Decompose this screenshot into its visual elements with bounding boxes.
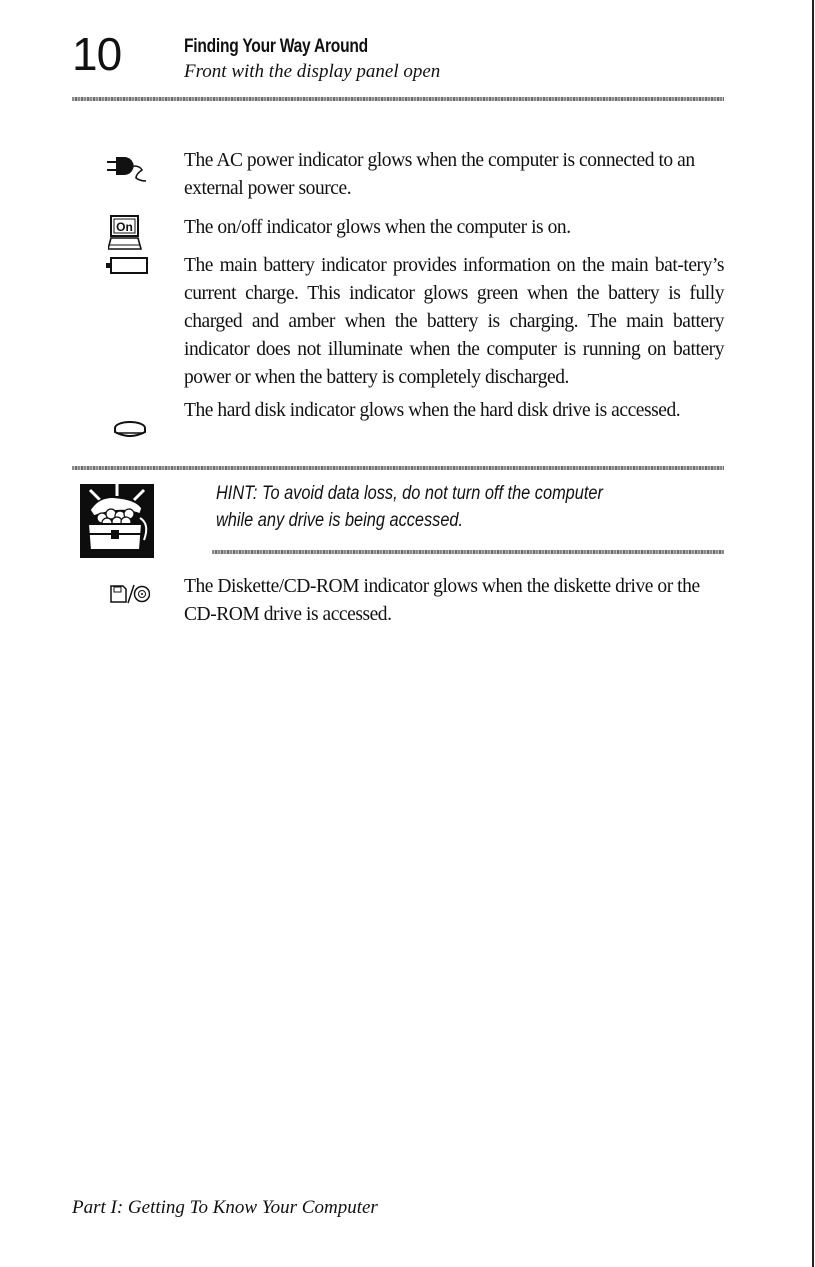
hint-text: HINT: To avoid data loss, do not turn off the computer while any drive is being accessed.	[216, 483, 603, 531]
on-off-icon	[108, 215, 142, 255]
ac-power-indicator-text: The AC power indicator glows when the computer is connected to an external power source.	[184, 150, 695, 199]
hard-disk-icon	[113, 420, 147, 440]
section-title: Finding Your Way Around	[184, 36, 368, 57]
battery-icon	[105, 256, 149, 276]
on-off-indicator-text: The on/off indicator glows when the computer is on.	[184, 217, 571, 238]
main-battery-indicator-text: The main battery indicator provides information on the main bat-tery’s current charge. This indicator glows green when the battery is fully charged and amber when the battery is charging. The main battery indicator does not illuminate when the computer is running on battery power or when the battery is completely discharged.	[184, 255, 724, 388]
section-subtitle: Front with the display panel open	[184, 61, 441, 82]
ac-power-plug-icon	[106, 152, 148, 184]
treasure-chest-icon	[80, 484, 154, 558]
header-rule	[72, 97, 724, 101]
hard-disk-indicator-text: The hard disk indicator glows when the hard disk drive is accessed.	[184, 400, 681, 421]
footer-part-title: Part I: Getting To Know Your Computer	[72, 1197, 378, 1218]
on-off-icon-label: On	[116, 220, 133, 234]
page-number: 10	[72, 28, 122, 80]
hint-bottom-rule	[212, 550, 724, 554]
diskette-cdrom-indicator-text: The Diskette/CD-ROM indicator glows when the diskette drive or the CD-ROM drive is accessed.	[184, 576, 700, 625]
page-edge	[812, 0, 814, 1267]
hint-top-rule	[72, 466, 724, 470]
diskette-cdrom-icon	[110, 583, 150, 605]
